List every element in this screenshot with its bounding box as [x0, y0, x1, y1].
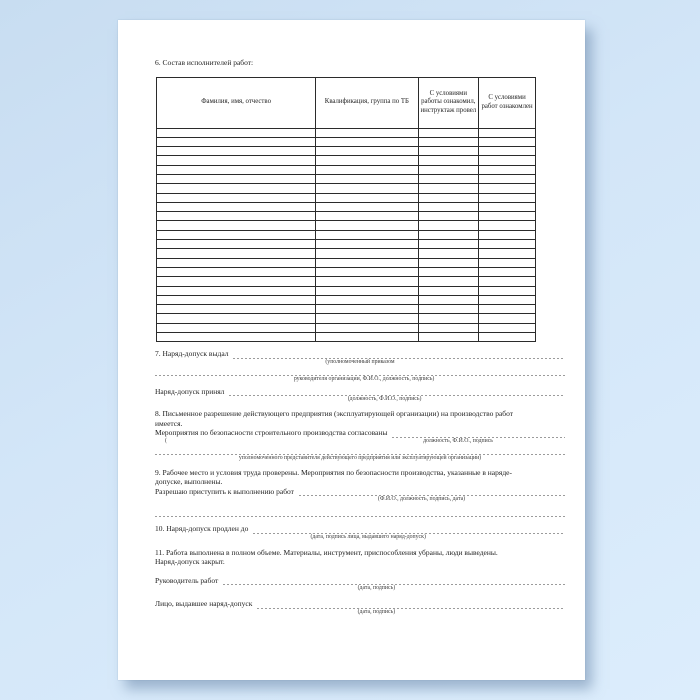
table-cell: [418, 267, 479, 276]
table-cell: [418, 258, 479, 267]
table-cell: [479, 267, 536, 276]
table-cell: [418, 147, 479, 156]
table-cell: [418, 212, 479, 221]
table-cell: [418, 305, 479, 314]
table-cell: [479, 249, 536, 258]
table-cell: [157, 202, 316, 211]
table-cell: [316, 156, 418, 165]
table-cell: [418, 333, 479, 342]
section8-text-line2: имеется.: [155, 418, 183, 428]
table-cell: [479, 314, 536, 323]
table-cell: [479, 286, 536, 295]
table-cell: [418, 184, 479, 193]
table-cell: [316, 221, 418, 230]
safety-agreed-fill-line: [392, 430, 565, 438]
table-cell: [157, 147, 316, 156]
safety-agreed-caption-2: уполномоченного представителя действующего предприятия или эксплуатирующей организации): [238, 454, 482, 461]
section11-text-line2: Наряд-допуск закрыт.: [155, 557, 225, 567]
permit-accepted-label: Наряд-допуск принял: [155, 386, 225, 396]
table-cell: [418, 240, 479, 249]
table-cell: [418, 295, 479, 304]
table-row: [157, 305, 536, 314]
table-cell: [479, 156, 536, 165]
field-permit-extended: [155, 524, 565, 534]
table-row: [157, 147, 536, 156]
field-work-supervisor: [155, 576, 565, 586]
table-cell: [418, 221, 479, 230]
table-cell: [316, 286, 418, 295]
table-cell: [157, 174, 316, 183]
field-safety-agreed: [155, 428, 565, 438]
column-header-4: С условиями работ ознакомлен: [479, 77, 536, 128]
table-cell: [157, 184, 316, 193]
table-cell: [316, 249, 418, 258]
table-cell: [157, 314, 316, 323]
table-cell: [157, 156, 316, 165]
table-cell: [479, 305, 536, 314]
table-cell: [157, 258, 316, 267]
table-cell: [479, 212, 536, 221]
safety-agreed-caption-row: [155, 438, 565, 445]
table-cell: [157, 333, 316, 342]
table-row: [157, 137, 536, 146]
table-row: [157, 295, 536, 304]
table-row: [157, 128, 536, 137]
table-cell: [316, 202, 418, 211]
field-permit-issuer: [155, 599, 565, 609]
column-header-1: Фамилия, имя, отчество: [157, 77, 316, 128]
table-cell: [479, 277, 536, 286]
field-permit-accepted: [155, 387, 565, 397]
table-cell: [479, 174, 536, 183]
work-permitted-caption: (Ф.И.О., должность, подпись, дата): [377, 496, 466, 503]
table-row: [157, 212, 536, 221]
permit-issued-caption-1: (уполномоченный приказом: [325, 358, 395, 365]
table-cell: [479, 221, 536, 230]
table-cell: [479, 184, 536, 193]
table-row: [157, 267, 536, 276]
permit-issued-caption-2: руководителя организации, Ф.И.О., должность, подпись): [293, 375, 435, 382]
table-cell: [316, 314, 418, 323]
table-cell: [157, 221, 316, 230]
executors-table: [156, 77, 536, 343]
table-cell: [316, 295, 418, 304]
table-cell: [418, 230, 479, 239]
table-row: [157, 258, 536, 267]
table-cell: [316, 277, 418, 286]
table-cell: [316, 305, 418, 314]
table-cell: [418, 165, 479, 174]
table-cell: [479, 295, 536, 304]
table-cell: [479, 323, 536, 332]
table-row: [157, 286, 536, 295]
section9-text-line2: допуске, выполнены.: [155, 477, 223, 487]
table-cell: [479, 258, 536, 267]
work-permitted-label: Разрешаю приступить к выполнению работ: [155, 486, 294, 496]
safety-agreed-fill-line-2: [155, 447, 565, 455]
table-cell: [157, 128, 316, 137]
table-cell: [157, 193, 316, 202]
table-row: [157, 193, 536, 202]
section6-title: 6. Состав исполнителей работ:: [155, 58, 254, 67]
table-cell: [157, 230, 316, 239]
table-row: [157, 333, 536, 342]
table-cell: [316, 267, 418, 276]
table-cell: [157, 305, 316, 314]
table-row: [157, 184, 536, 193]
table-cell: [479, 333, 536, 342]
table-cell: [157, 165, 316, 174]
document-page: [118, 20, 585, 680]
table-cell: [479, 230, 536, 239]
table-cell: [157, 277, 316, 286]
table-cell: [157, 212, 316, 221]
table-cell: [157, 267, 316, 276]
table-cell: [418, 277, 479, 286]
field-work-permitted: [155, 487, 565, 497]
open-paren: (: [165, 437, 167, 444]
table-cell: [418, 193, 479, 202]
table-cell: [316, 258, 418, 267]
table-row: [157, 323, 536, 332]
permit-issued-label: 7. Наряд-допуск выдал: [155, 349, 229, 359]
work-supervisor-caption: (дата, подпись): [357, 585, 396, 592]
table-cell: [316, 333, 418, 342]
table-cell: [479, 137, 536, 146]
section9-text-line1: 9. Рабочее место и условия труда проверены. Мероприятия по безопасности производства, указанные в наряде-: [155, 467, 512, 477]
table-cell: [418, 156, 479, 165]
table-cell: [418, 174, 479, 183]
table-cell: [479, 240, 536, 249]
column-header-3: С условиями работы ознакомил, инструктаж провел: [418, 77, 479, 128]
table-cell: [316, 193, 418, 202]
work-supervisor-label: Руководитель работ: [155, 575, 219, 585]
permit-extended-fill-line: [253, 526, 565, 534]
table-row: [157, 165, 536, 174]
table-cell: [479, 193, 536, 202]
table-cell: [316, 165, 418, 174]
section8-text-line1: 8. Письменное разрешение действующего предприятия (эксплуатирующей организации) на производство работ: [155, 409, 514, 419]
table-cell: [418, 249, 479, 258]
table-cell: [479, 128, 536, 137]
table-row: [157, 156, 536, 165]
table-cell: [316, 147, 418, 156]
table-cell: [418, 314, 479, 323]
permit-issuer-fill-line: [257, 601, 565, 609]
table-cell: [316, 137, 418, 146]
table-row: [157, 230, 536, 239]
permit-issued-fill-line-2: [155, 368, 565, 376]
permit-issuer-caption: (дата, подпись): [357, 608, 396, 615]
safety-agreed-caption-1: должность, Ф.И.О., подпись: [423, 437, 493, 444]
table-row: [157, 277, 536, 286]
section9-fill-line-2: [155, 509, 565, 517]
table-cell: [316, 128, 418, 137]
field-permit-issued: [155, 349, 565, 359]
table-row: [157, 314, 536, 323]
table-cell: [418, 137, 479, 146]
table-cell: [157, 323, 316, 332]
table-cell: [316, 184, 418, 193]
table-cell: [157, 137, 316, 146]
table-cell: [418, 323, 479, 332]
table-cell: [418, 202, 479, 211]
table-cell: [316, 230, 418, 239]
table-cell: [479, 202, 536, 211]
table-cell: [316, 323, 418, 332]
table-cell: [316, 174, 418, 183]
table-row: [157, 240, 536, 249]
table-cell: [316, 212, 418, 221]
permit-issuer-label: Лицо, выдавшее наряд-допуск: [155, 599, 253, 609]
table-row: [157, 202, 536, 211]
table-cell: [418, 286, 479, 295]
permit-extended-caption: (дата, подпись лица, выдавшего наряд-допуск): [310, 533, 426, 540]
table-cell: [157, 240, 316, 249]
table-row: [157, 221, 536, 230]
column-header-2: Квалификация, группа по ТБ: [316, 77, 418, 128]
permit-accepted-caption: (должность, Ф.И.О., подпись): [347, 396, 422, 403]
table-cell: [157, 295, 316, 304]
table-row: [157, 174, 536, 183]
table-row: [157, 249, 536, 258]
table-cell: [157, 249, 316, 258]
table-header-row: [157, 77, 536, 128]
permit-issued-fill-line: [233, 351, 565, 359]
safety-agreed-label: Мероприятия по безопасности строительного производства согласованы: [155, 428, 388, 438]
table-cell: [479, 147, 536, 156]
table-cell: [418, 128, 479, 137]
table-cell: [316, 240, 418, 249]
permit-extended-label: 10. Наряд-допуск продлен до: [155, 524, 249, 534]
form-sections: [155, 349, 565, 616]
table-cell: [157, 286, 316, 295]
section11-text-line1: 11. Работа выполнена в полном объеме. Материалы, инструмент, приспособления убраны, люди выведены.: [155, 547, 498, 557]
table-cell: [479, 165, 536, 174]
